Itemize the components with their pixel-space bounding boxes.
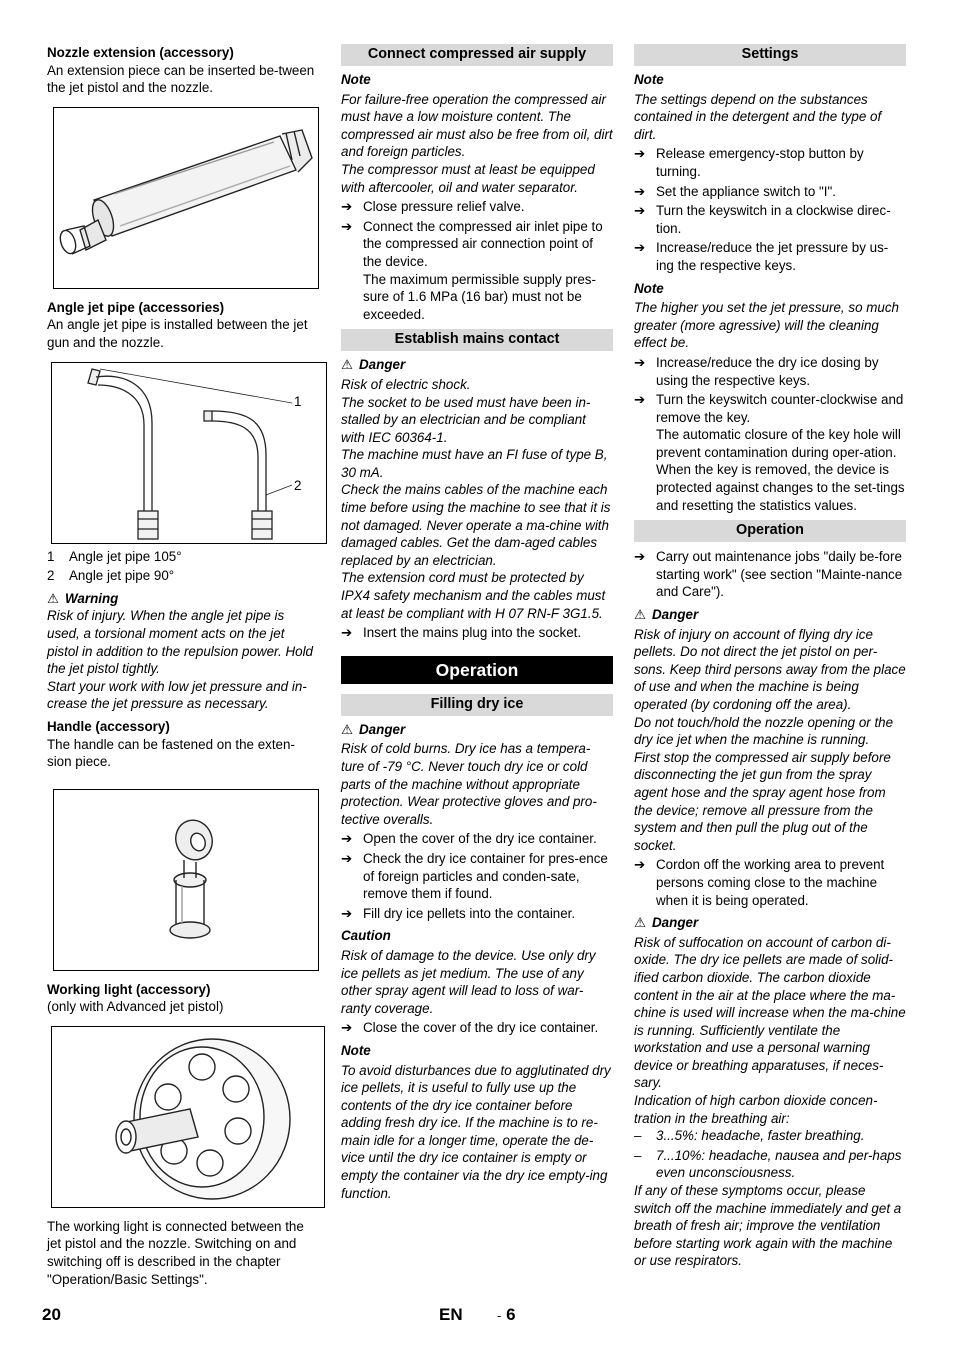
step-item: ➔ Close pressure relief valve. bbox=[341, 199, 525, 215]
section-operation: Operation bbox=[634, 520, 906, 542]
arrow-icon: ➔ bbox=[634, 240, 646, 256]
chapter-operation: Operation bbox=[341, 656, 613, 684]
nozzle-extension-figure bbox=[53, 107, 319, 289]
note-label: Note bbox=[341, 1042, 371, 1058]
language-code: EN bbox=[439, 1305, 463, 1324]
step-item: ➔ Release emergency-stop button by turning. bbox=[634, 146, 864, 179]
step-item: ➔ Increase/reduce the jet pressure by us-ing the respective keys. bbox=[634, 240, 889, 273]
danger-label: ⚠ Danger bbox=[634, 915, 699, 931]
step-item: ➔ Carry out maintenance jobs "daily be-fore starting work" (see section "Mainte-nance and Care"). bbox=[634, 549, 903, 600]
danger-text: Indication of high carbon dioxide concen-tration in the breathing air: bbox=[634, 1093, 878, 1126]
angle-pipe-heading: Angle jet pipe (accessories) bbox=[47, 299, 225, 315]
working-light-heading: Working light (accessory) bbox=[47, 981, 211, 997]
section-filling-dry-ice: Filling dry ice bbox=[341, 694, 613, 716]
step-item: ➔ Set the appliance switch to "I". bbox=[634, 183, 836, 199]
danger-text: Risk of injury on account of flying dry ice pellets. Do not direct the jet pistol on per-sons. Keep third persons away from the place of use and when the machine is being operated (by cordoning off the area). bbox=[634, 626, 906, 712]
nozzle-extension-text: An extension piece can be inserted be-tween the jet pistol and the nozzle. bbox=[47, 62, 315, 96]
note-label: Note bbox=[634, 72, 664, 87]
handle-heading: Handle (accessory) bbox=[47, 718, 170, 734]
column-left bbox=[47, 44, 319, 1288]
step-item: ➔ Check the dry ice container for pres-ence of foreign particles and conden-sate, remove them if found. bbox=[341, 850, 608, 902]
step-item: ➔ Turn the keyswitch counter-clockwise and remove the key. bbox=[634, 392, 904, 425]
warning-triangle-icon: ⚠ bbox=[341, 721, 354, 737]
danger-text: First stop the compressed air supply before disconnecting the jet gun from the spray agent hose and the spray agent hose from the device; remove all pressure from the system and then pull the plug out of the socket. bbox=[634, 749, 891, 853]
step-item: ➔ Close the cover of the dry ice container. bbox=[341, 1020, 599, 1036]
note-text: To avoid disturbances due to agglutinated dry ice pellets, it is useful to fully use up the contents of the dry ice container before adding fresh dry ice. If the machine is to re-main idle for a longer time, operate the de-vice until the dry ice container is empty or empty the container via the dry ice empty-ing function. bbox=[341, 1062, 611, 1201]
arrow-icon: ➔ bbox=[634, 203, 646, 219]
danger-label: ⚠ Danger bbox=[341, 721, 406, 737]
column-right bbox=[634, 44, 906, 1270]
legend-item: 1 Angle jet pipe 105° bbox=[47, 548, 182, 564]
arrow-icon: ➔ bbox=[341, 218, 353, 234]
step-item: ➔ Increase/reduce the dry ice dosing by using the respective keys. bbox=[634, 354, 879, 388]
arrow-icon: ➔ bbox=[634, 392, 646, 408]
warning-text: Risk of injury. When the angle jet pipe is used, a torsional moment acts on the jet pistol in addition to the repulsion power. Hold the jet pistol tightly. bbox=[47, 608, 313, 677]
note-text: The higher you set the jet pressure, so much greater (more agressive) will the cleaning effect be. bbox=[634, 300, 899, 351]
step-item: ➔ Connect the compressed air inlet pipe to the compressed air connection point of the device. bbox=[341, 218, 603, 269]
arrow-icon: ➔ bbox=[634, 146, 646, 162]
arrow-icon: ➔ bbox=[341, 625, 353, 641]
danger-label: ⚠ Danger bbox=[634, 607, 699, 623]
nozzle-extension-heading: Nozzle extension (accessory) bbox=[47, 45, 234, 60]
arrow-icon: ➔ bbox=[341, 831, 353, 847]
warning-label: ⚠ Warning bbox=[47, 590, 119, 606]
warning-triangle-icon: ⚠ bbox=[634, 915, 647, 931]
arrow-icon: ➔ bbox=[341, 850, 353, 866]
handle-text: The handle can be fastened on the exten-sion piece. bbox=[47, 736, 295, 770]
angle-pipe-text: An angle jet pipe is installed between the jet gun and the nozzle. bbox=[47, 317, 308, 350]
working-light-text: The working light is connected between the jet pistol and the nozzle. Switching on and switching off is described in the chapter "Operation/Basic Settings". bbox=[47, 1218, 304, 1287]
note-label: Note bbox=[634, 280, 664, 296]
co2-item: – 7...10%: headache, nausea and per-haps even unconsciousness. bbox=[634, 1147, 902, 1181]
arrow-icon: ➔ bbox=[341, 1020, 353, 1036]
note-label: Note bbox=[341, 72, 371, 87]
step-item: ➔ Insert the mains plug into the socket. bbox=[341, 625, 582, 641]
step-subtext: When the key is removed, the device is protected against changes to the set-tings and resetting the statistics values. bbox=[656, 462, 905, 513]
step-subtext: The automatic closure of the key hole will prevent contamination during oper-ation. bbox=[656, 427, 901, 460]
note-text: The settings depend on the substances contained in the detergent and the type of dirt. bbox=[634, 91, 882, 142]
caution-text: Risk of damage to the device. Use only dry ice pellets as jet medium. The use of any other spray agent will lead to loss of war-ranty coverage. bbox=[341, 947, 596, 1016]
arrow-icon: ➔ bbox=[341, 199, 353, 215]
note-text: The compressor must at least be equipped with aftercooler, oil and water separator. bbox=[341, 161, 595, 195]
column-middle bbox=[341, 44, 613, 1202]
callout-1: 1 bbox=[294, 393, 302, 409]
danger-text: Do not touch/hold the nozzle opening or the dry ice jet when the machine is running. bbox=[634, 714, 894, 748]
angle-pipe-legend bbox=[47, 548, 319, 585]
section-settings: Settings bbox=[634, 44, 906, 66]
arrow-icon: ➔ bbox=[634, 549, 646, 565]
danger-text: If any of these symptoms occur, please switch off the machine immediately and get a breath of fresh air; improve the ventilation before starting work again with the machine or use respirators. bbox=[634, 1183, 902, 1269]
step-subtext: The maximum permissible supply pres-sure of 1.6 MPa (16 bar) must not be exceeded. bbox=[363, 271, 596, 322]
danger-text: The extension cord must be protected by IPX4 safety mechanism and the cables must at least be compliant with H 07 RN-F 3G1.5. bbox=[341, 570, 606, 621]
handle-figure bbox=[53, 789, 319, 971]
step-item: ➔ Cordon off the working area to prevent persons coming close to the machine when it is being operated. bbox=[634, 857, 885, 908]
section-establish-mains: Establish mains contact bbox=[341, 329, 613, 351]
angle-pipe-figure bbox=[51, 362, 327, 544]
arrow-icon: ➔ bbox=[634, 857, 646, 873]
section-connect-compressed-air: Connect compressed air supply bbox=[341, 44, 613, 66]
working-light-sub: (only with Advanced jet pistol) bbox=[47, 999, 224, 1015]
page-number: 20 bbox=[42, 1305, 61, 1324]
danger-text: Risk of cold burns. Dry ice has a tempera-ture of -79 °C. Never touch dry ice or cold parts of the machine without appropriate protection. Wear protective gloves and pro-tective overalls. bbox=[341, 741, 597, 827]
warning-triangle-icon: ⚠ bbox=[634, 607, 647, 623]
section-page-number: - 6 bbox=[497, 1305, 516, 1324]
warning-triangle-icon: ⚠ bbox=[341, 357, 354, 373]
step-item: ➔ Fill dry ice pellets into the container. bbox=[341, 905, 576, 921]
arrow-icon: ➔ bbox=[634, 183, 646, 199]
step-item: ➔ Open the cover of the dry ice container. bbox=[341, 831, 597, 847]
callout-2: 2 bbox=[294, 477, 302, 493]
note-text: For failure-free operation the compressed air must have a low moisture content. The compressed air must also be free from oil, dirt and foreign particles. bbox=[341, 91, 613, 160]
arrow-icon: ➔ bbox=[341, 905, 353, 921]
danger-label: ⚠ Danger bbox=[341, 357, 406, 373]
danger-text: The machine must have an FI fuse of type B, 30 mA. bbox=[341, 447, 608, 480]
arrow-icon: ➔ bbox=[634, 354, 646, 370]
warning-text: Start your work with low jet pressure and in-crease the jet pressure as necessary. bbox=[47, 678, 307, 712]
danger-text: The socket to be used must have been in-stalled by an electrician and be compliant with IEC 60364-1. bbox=[341, 394, 591, 445]
caution-label: Caution bbox=[341, 928, 391, 944]
danger-text: Risk of suffocation on account of carbon di-oxide. The dry ice pellets are made of solid-ified carbon dioxide. The carbon dioxide content in the air at the place where the ma-chine is used will increase when the ma-chine is running. Sufficiently ventilate the workstation and use a personal warning device or breathing apparatuses, if neces-sary. bbox=[634, 934, 906, 1091]
working-light-figure bbox=[51, 1026, 325, 1208]
danger-text: Check the mains cables of the machine each time before using the machine to see that it is not damaged. Never operate a ma-chine with damaged cables. Get the dam-aged cables replaced by an electrician. bbox=[341, 482, 611, 568]
warning-triangle-icon: ⚠ bbox=[47, 590, 60, 606]
step-item: ➔ Turn the keyswitch in a clockwise direc-tion. bbox=[634, 203, 891, 236]
co2-item: – 3...5%: headache, faster breathing. bbox=[634, 1128, 865, 1144]
legend-item: 2 Angle jet pipe 90° bbox=[47, 568, 175, 584]
danger-text: Risk of electric shock. bbox=[341, 376, 471, 392]
